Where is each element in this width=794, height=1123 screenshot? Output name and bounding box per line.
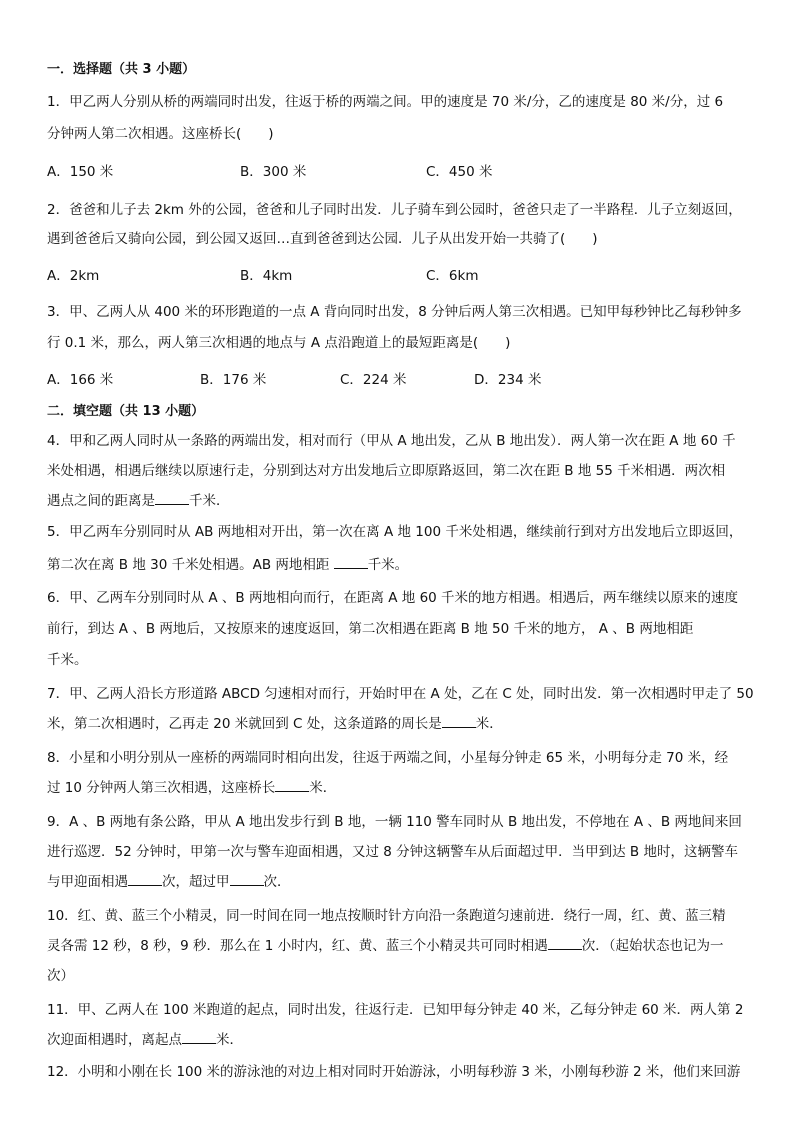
question-6-line-3: 千米。: [47, 652, 88, 668]
question-10-line-1: 10．红、黄、蓝三个小精灵，同一时间在同一地点按顺时针方向沿一条跑道匀速前进．绕行一周，红、黄、蓝三精: [47, 908, 726, 924]
question-8-line-1: 8．小星和小明分别从一座桥的两端同时相向出发，往返于两端之间，小星每分钟走 65 米，小明每分走 70 米，经: [47, 750, 729, 766]
question-5-line-1: 5．甲乙两车分别同时从 AB 两地相对开出，第一次在离 A 地 100 千米处相遇，继续前行到对方出发地后立即返回，: [47, 524, 743, 540]
answer-blank[interactable]: [182, 1029, 216, 1044]
question-2-option-c: C．6km: [426, 268, 479, 284]
question-5-text: 第二次在离 B 地 30 千米处相遇。AB 两地相距: [47, 557, 334, 573]
question-9-text-a: 与甲迎面相遇: [47, 874, 128, 890]
question-3-option-b: B．176 米: [200, 372, 267, 388]
question-4-line-2: 米处相遇，相遇后继续以原速行走，分别到达对方出发地后立即原路返回，第二次在距 B 地 55 千米相遇．两次相: [47, 463, 726, 479]
answer-blank[interactable]: [230, 871, 264, 886]
question-6-line-1: 6．甲、乙两车分别同时从 A 、B 两地相向而行，在距离 A 地 60 千米的地方相遇。相遇后，两车继续以原来的速度: [47, 590, 739, 606]
question-9-text-c: 次．: [263, 874, 291, 890]
question-10-text-a: 灵各需 12 秒，8 秒，9 秒．那么在 1 小时内，红、黄、蓝三个小精灵共可同时相遇: [47, 938, 548, 954]
answer-blank[interactable]: [334, 554, 368, 569]
question-7-text: 米，第二次相遇时，乙再走 20 米就回到 C 处，这条道路的周长是: [47, 716, 442, 732]
question-4-line-3: [47, 489, 230, 509]
question-3-line-1: 3．甲、乙两人从 400 米的环形跑道的一点 A 背向同时出发，8 分钟后两人第三次相遇。已知甲每秒钟比乙每秒钟多: [47, 304, 742, 320]
question-10-line-2: [47, 934, 723, 954]
question-3-line-2: 行 0.1 米，那么，两人第三次相遇的地点与 A 点沿跑道上的最短距离是( ): [47, 335, 511, 351]
answer-blank[interactable]: [155, 490, 189, 505]
question-7-line-2: [47, 712, 503, 732]
question-1-option-c: C．450 米: [426, 164, 493, 180]
question-3-option-d: D．234 米: [474, 372, 542, 388]
question-9-text-b: 次，超过甲: [162, 874, 230, 890]
question-10-line-3: 次）: [47, 968, 74, 984]
question-5-line-2: [47, 553, 408, 573]
answer-blank[interactable]: [275, 777, 309, 792]
answer-blank[interactable]: [128, 871, 162, 886]
question-8-line-2: [47, 776, 336, 796]
section-title-fill-in: 二．填空题（共 13 小题）: [47, 404, 205, 419]
question-10-text-b: 次．（起始状态也记为一: [581, 938, 724, 954]
question-1-line-1: 1．甲乙两人分别从桥的两端同时出发，往返于桥的两端之间。甲的速度是 70 米/分，乙的速度是 80 米/分，过 6: [47, 94, 724, 110]
question-2-line-1: 2．爸爸和儿子去 2km 外的公园，爸爸和儿子同时出发．儿子骑车到公园时，爸爸只走了一半路程．儿子立刻返回，: [47, 202, 742, 218]
answer-blank[interactable]: [442, 713, 476, 728]
question-4-text: 遇点之间的距离是: [47, 493, 155, 509]
question-8-text: 过 10 分钟两人第三次相遇，这座桥长: [47, 780, 276, 796]
question-9-line-2: 进行巡逻．52 分钟时，甲第一次与警车迎面相遇，又过 8 分钟这辆警车从后面超过甲．当甲到达 B 地时，这辆警车: [47, 844, 738, 860]
question-11-unit: 米．: [216, 1032, 243, 1048]
question-6-line-2: 前行，到达 A 、B 两地后，又按原来的速度返回，第二次相遇在距离 B 地 50 千米的地方， A 、B 两地相距: [47, 621, 694, 637]
question-2-option-a: A．2km: [47, 268, 100, 284]
question-2-option-b: B．4km: [240, 268, 293, 284]
question-4-unit: 千米．: [189, 493, 230, 509]
question-1-option-a: A．150 米: [47, 164, 114, 180]
question-4-line-1: 4．甲和乙两人同时从一条路的两端出发，相对而行（甲从 A 地出发，乙从 B 地出发）．两人第一次在距 A 地 60 千: [47, 433, 736, 449]
question-11-text: 次迎面相遇时，离起点: [47, 1032, 182, 1048]
question-8-unit: 米．: [309, 780, 337, 796]
question-9-line-3: [47, 870, 291, 890]
question-11-line-1: 11．甲、乙两人在 100 米跑道的起点，同时出发，往返行走．已知甲每分钟走 40 米，乙每分钟走 60 米．两人第 2: [47, 1002, 744, 1018]
question-9-line-1: 9．A 、B 两地有条公路，甲从 A 地出发步行到 B 地，一辆 110 警车同时从 B 地出发，不停地在 A 、B 两地间来回: [47, 814, 742, 830]
question-3-option-c: C．224 米: [340, 372, 407, 388]
question-1-option-b: B．300 米: [240, 164, 307, 180]
question-1-line-2: 分钟两人第二次相遇。这座桥长( ): [47, 126, 274, 142]
question-2-line-2: 遇到爸爸后又骑向公园，到公园又返回…直到爸爸到达公园．儿子从出发开始一共骑了( ): [47, 231, 598, 247]
question-7-unit: 米．: [475, 716, 503, 732]
question-3-option-a: A．166 米: [47, 372, 114, 388]
question-11-line-2: [47, 1028, 243, 1048]
question-5-unit: 千米。: [367, 557, 409, 573]
question-12-line-1: 12．小明和小刚在长 100 米的游泳池的对边上相对同时开始游泳，小明每秒游 3 米，小刚每秒游 2 米，他们来回游: [47, 1064, 741, 1080]
section-title-multiple-choice: 一．选择题（共 3 小题）: [47, 62, 196, 77]
question-7-line-1: 7．甲、乙两人沿长方形道路 ABCD 匀速相对而行，开始时甲在 A 处，乙在 C 处，同时出发．第一次相遇时甲走了 50: [47, 686, 754, 702]
answer-blank[interactable]: [548, 935, 582, 950]
